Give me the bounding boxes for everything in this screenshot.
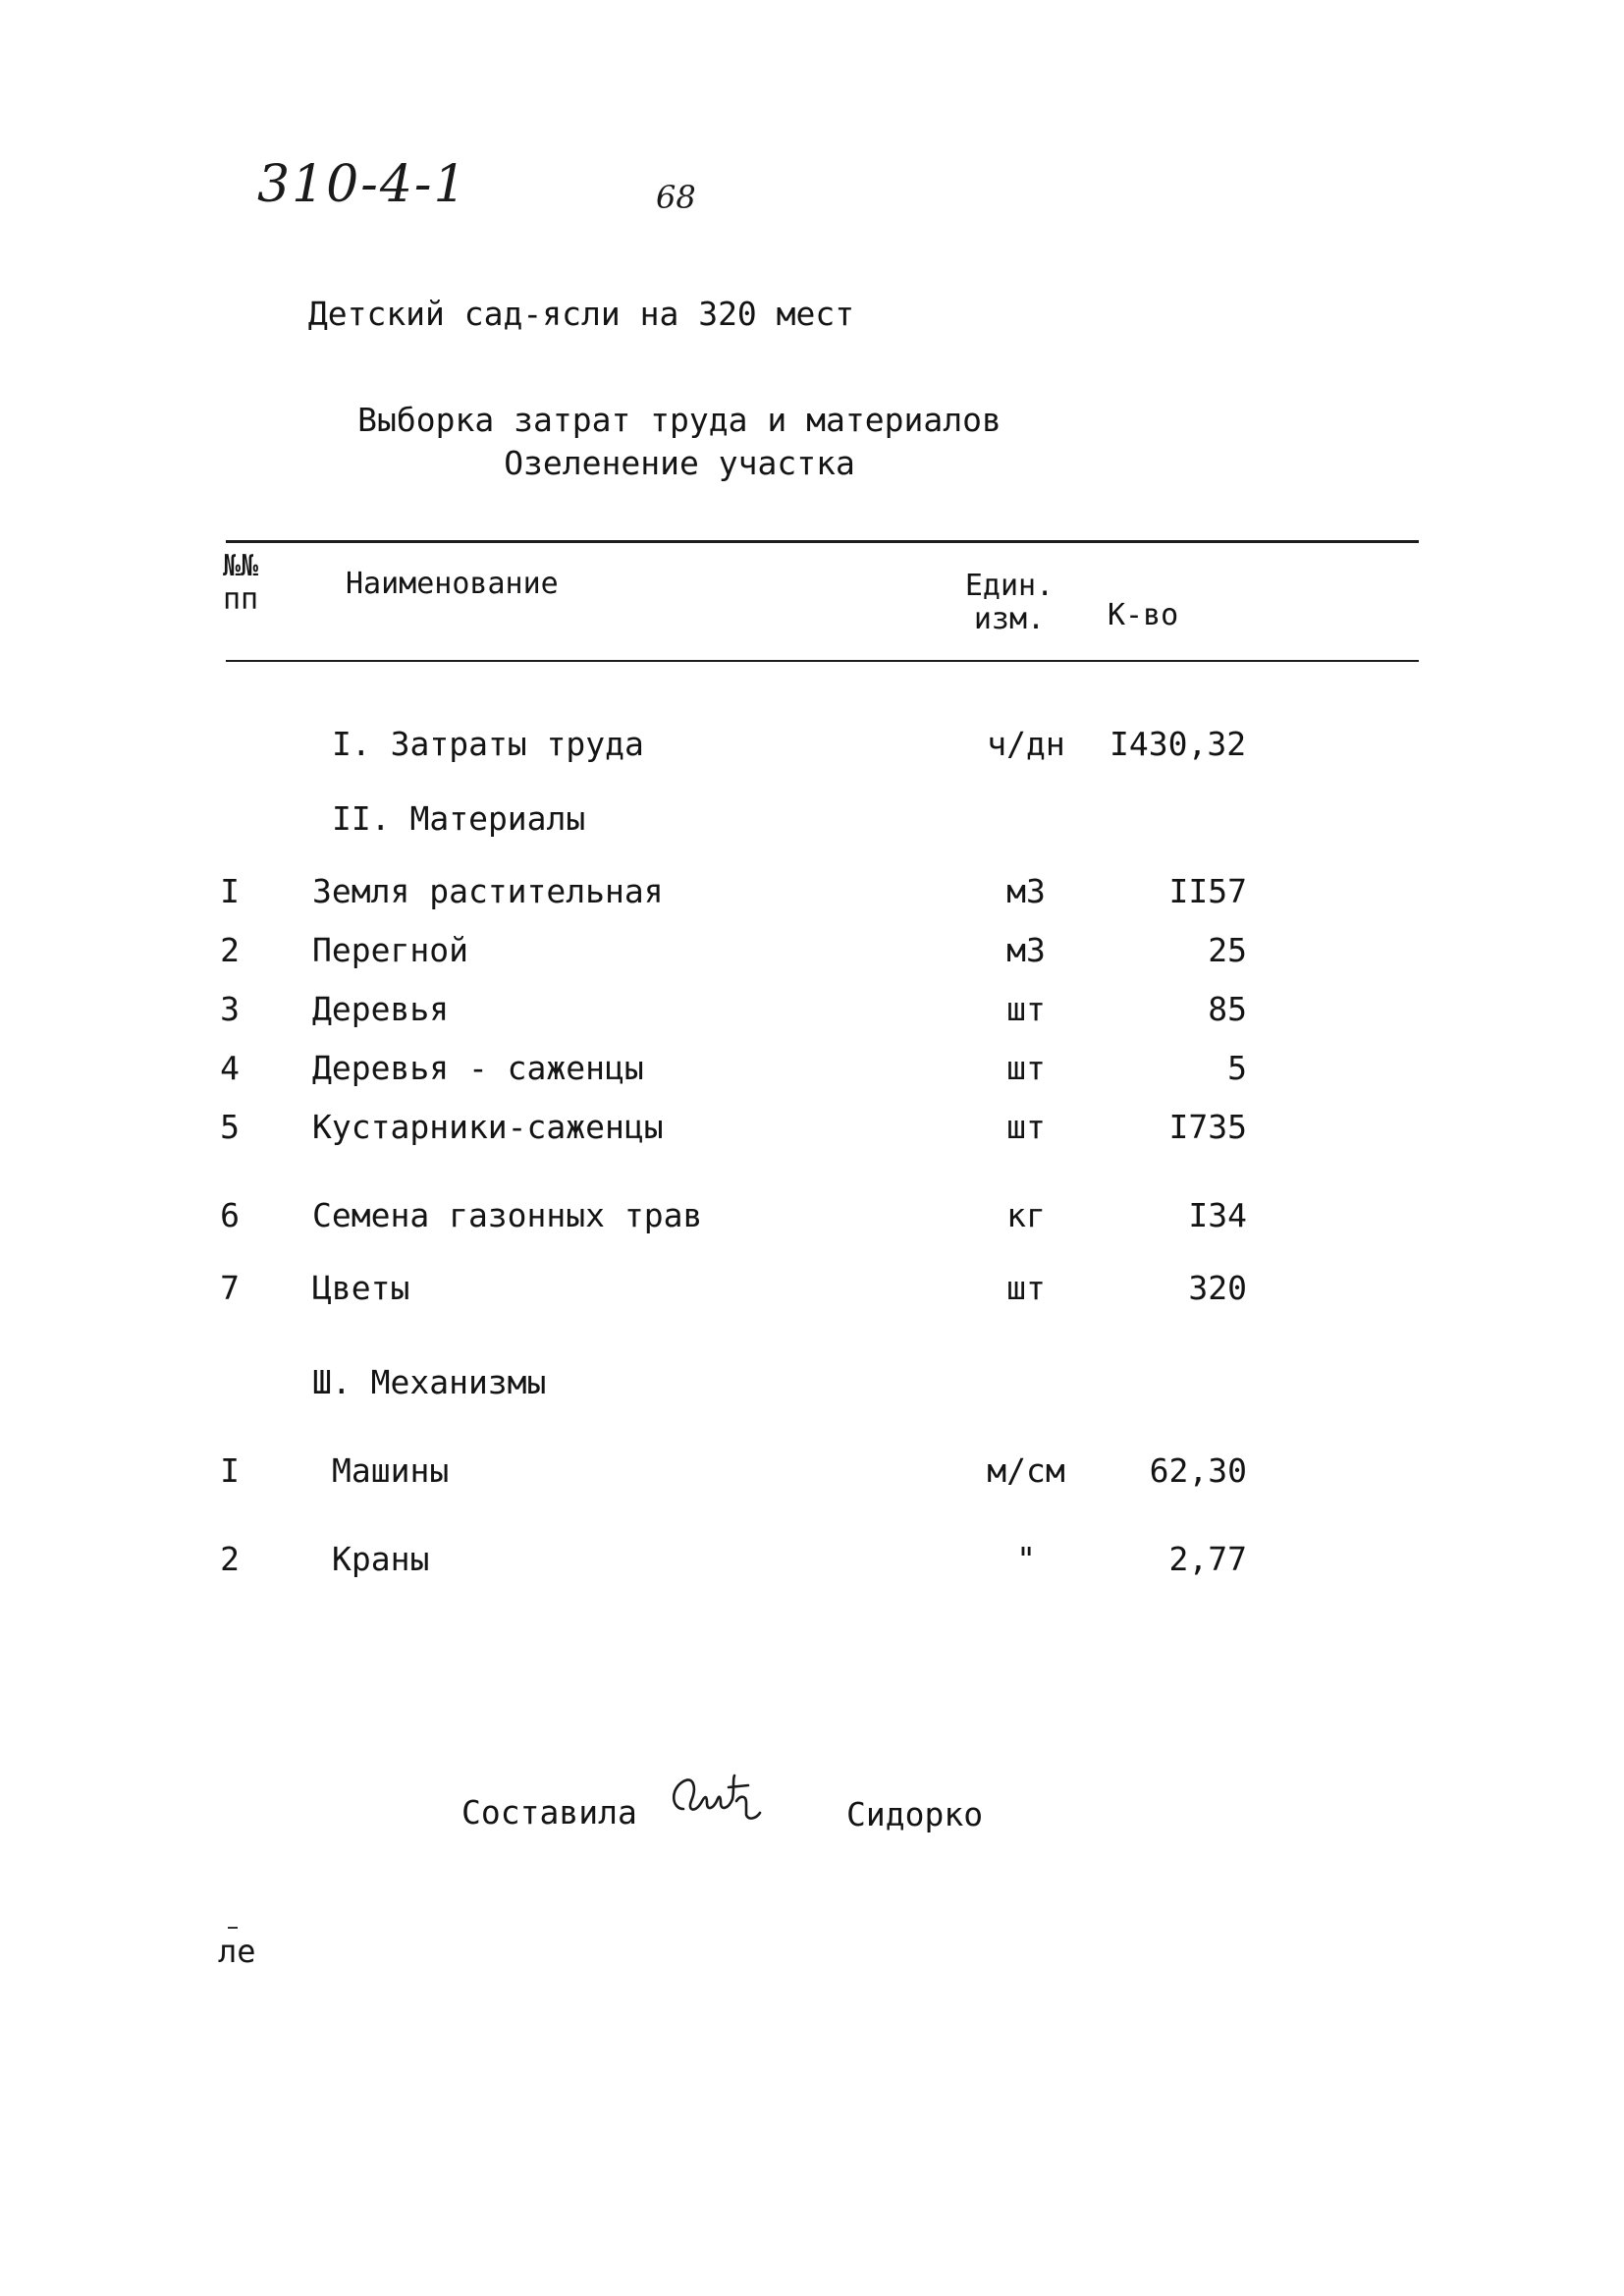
item-number: 5 (220, 1108, 240, 1146)
page-number: 68 (656, 179, 696, 216)
materials-row (0, 1108, 1624, 1151)
item-unit: м/см (987, 1451, 1065, 1490)
handwritten-signature (658, 1766, 785, 1844)
mechanisms-row (0, 1540, 1624, 1583)
item-name: Цветы (312, 1269, 410, 1307)
item-quantity: 320 (1188, 1269, 1247, 1307)
header-unit-line1: Един. (964, 569, 1055, 603)
materials-row (0, 990, 1624, 1033)
document-subtitle: Выборка затрат труда и материалов (357, 401, 1001, 439)
materials-row (0, 1269, 1624, 1312)
table-header-rule (226, 660, 1419, 662)
item-unit: м3 (1006, 931, 1046, 969)
item-number: 3 (220, 990, 240, 1028)
item-number: I (220, 872, 240, 910)
header-number-line1: №№ (222, 549, 259, 583)
header-unit (960, 570, 1058, 636)
materials-row (0, 1049, 1624, 1092)
labor-row (0, 725, 1624, 768)
mechanisms-row (0, 1451, 1624, 1495)
item-name: Земля растительная (312, 872, 664, 910)
item-name: Машины (332, 1451, 450, 1490)
item-name: Краны (332, 1540, 430, 1578)
item-quantity: I34 (1188, 1196, 1247, 1234)
item-name: Кустарники-саженцы (312, 1108, 664, 1146)
item-unit: кг (1006, 1196, 1046, 1234)
item-quantity: I735 (1168, 1108, 1247, 1146)
materials-row (0, 1196, 1624, 1239)
footer-mark: ле (218, 1933, 256, 1970)
item-unit: шт (1006, 1269, 1046, 1307)
materials-row (0, 931, 1624, 974)
item-unit: шт (1006, 1049, 1046, 1087)
item-number: I (220, 1451, 240, 1490)
item-name: Перегной (312, 931, 468, 969)
item-unit: " (1016, 1540, 1036, 1578)
header-quantity: К-во (1108, 598, 1179, 632)
item-name: Семена газонных трав (312, 1196, 703, 1234)
document-title: Детский сад-ясли на 320 мест (307, 295, 855, 333)
item-quantity: II57 (1168, 872, 1247, 910)
materials-section-label: II. Материалы (332, 799, 586, 838)
item-unit: м3 (1006, 872, 1046, 910)
signature-label: Составила (461, 1793, 637, 1831)
item-quantity: 2,77 (1168, 1540, 1247, 1578)
section-title: Озеленение участка (504, 444, 855, 482)
table-top-rule (226, 540, 1419, 543)
item-quantity: 85 (1208, 990, 1247, 1028)
header-number (216, 550, 265, 617)
item-quantity: 62,30 (1149, 1451, 1247, 1490)
labor-quantity: I430,32 (1110, 725, 1247, 763)
item-name: Деревья - саженцы (312, 1049, 644, 1087)
header-unit-line2: изм. (973, 602, 1046, 636)
mechanisms-section-label: Ш. Механизмы (312, 1363, 547, 1401)
item-name: Деревья (312, 990, 450, 1028)
header-number-line2: пп (222, 582, 259, 617)
item-number: 7 (220, 1269, 240, 1307)
materials-row (0, 872, 1624, 915)
labor-unit: ч/дн (987, 725, 1065, 763)
item-number: 4 (220, 1049, 240, 1087)
signature-name: Сидорко (846, 1795, 984, 1833)
item-unit: шт (1006, 990, 1046, 1028)
item-number: 2 (220, 931, 240, 969)
item-number: 2 (220, 1540, 240, 1578)
item-number: 6 (220, 1196, 240, 1234)
document-number: 310-4-1 (257, 155, 468, 214)
item-quantity: 25 (1208, 931, 1247, 969)
item-unit: шт (1006, 1108, 1046, 1146)
labor-label: I. Затраты труда (332, 725, 644, 763)
item-quantity: 5 (1227, 1049, 1247, 1087)
header-name: Наименование (346, 567, 559, 601)
